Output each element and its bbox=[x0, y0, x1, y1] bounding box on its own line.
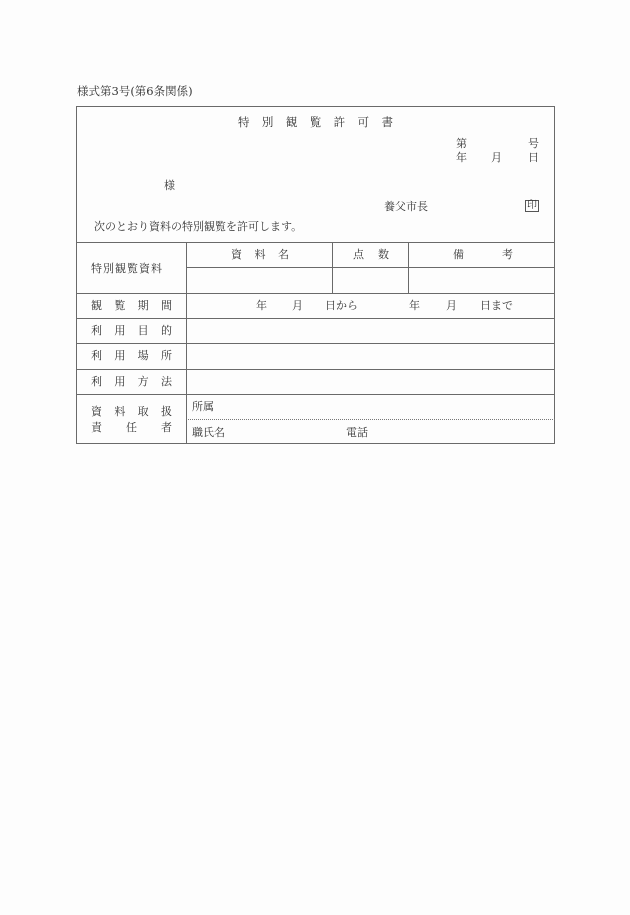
period-to-day: 日まで bbox=[480, 299, 513, 312]
addressee-suffix: 様 bbox=[164, 179, 175, 192]
affiliation-label: 所属 bbox=[192, 400, 214, 413]
date-day-label: 日 bbox=[528, 151, 539, 164]
period-from-day: 日から bbox=[325, 299, 358, 312]
permit-number-prefix: 第 bbox=[456, 137, 467, 150]
place-field[interactable] bbox=[188, 345, 554, 367]
document-title: 特 別 観 覧 許 可 書 bbox=[238, 115, 393, 129]
divider bbox=[76, 343, 555, 344]
divider bbox=[76, 394, 555, 395]
header-remarks: 備 考 bbox=[453, 248, 513, 261]
permit-number-suffix: 号 bbox=[528, 137, 539, 150]
divider bbox=[76, 293, 555, 294]
count-field[interactable] bbox=[334, 269, 406, 291]
handler-label-line1: 資 料 取 扱 bbox=[91, 405, 172, 418]
material-name-field[interactable] bbox=[188, 269, 330, 291]
period-to-month: 月 bbox=[446, 299, 457, 312]
divider bbox=[408, 242, 409, 293]
form-number-label: 様式第3号(第6条関係) bbox=[77, 84, 193, 98]
period-from-year: 年 bbox=[256, 299, 267, 312]
header-material-name: 資 料 名 bbox=[231, 248, 289, 261]
divider bbox=[332, 242, 333, 293]
remarks-field[interactable] bbox=[410, 269, 554, 291]
date-year-label: 年 bbox=[456, 151, 467, 164]
divider bbox=[76, 318, 555, 319]
divider bbox=[186, 242, 187, 444]
handler-label-line2: 責 任 者 bbox=[91, 421, 172, 434]
method-field[interactable] bbox=[188, 371, 554, 393]
divider bbox=[76, 369, 555, 370]
period-from-month: 月 bbox=[292, 299, 303, 312]
dotted-divider bbox=[186, 419, 555, 420]
permit-statement: 次のとおり資料の特別観覧を許可します。 bbox=[94, 220, 303, 233]
header-count: 点 数 bbox=[353, 248, 389, 261]
period-to-year: 年 bbox=[409, 299, 420, 312]
issuer-name: 養父市長 bbox=[384, 200, 428, 213]
period-label: 観 覧 期 間 bbox=[91, 299, 172, 312]
phone-label: 電話 bbox=[346, 426, 368, 439]
method-label: 利 用 方 法 bbox=[91, 375, 172, 388]
place-label: 利 用 場 所 bbox=[91, 349, 172, 362]
purpose-label: 利 用 目 的 bbox=[91, 324, 172, 337]
divider bbox=[186, 267, 555, 268]
seal-mark: 印 bbox=[527, 200, 537, 211]
materials-label: 特別観覧資料 bbox=[91, 262, 163, 275]
purpose-field[interactable] bbox=[188, 320, 554, 342]
divider bbox=[76, 242, 555, 243]
date-month-label: 月 bbox=[491, 151, 502, 164]
name-label: 職氏名 bbox=[192, 426, 225, 439]
